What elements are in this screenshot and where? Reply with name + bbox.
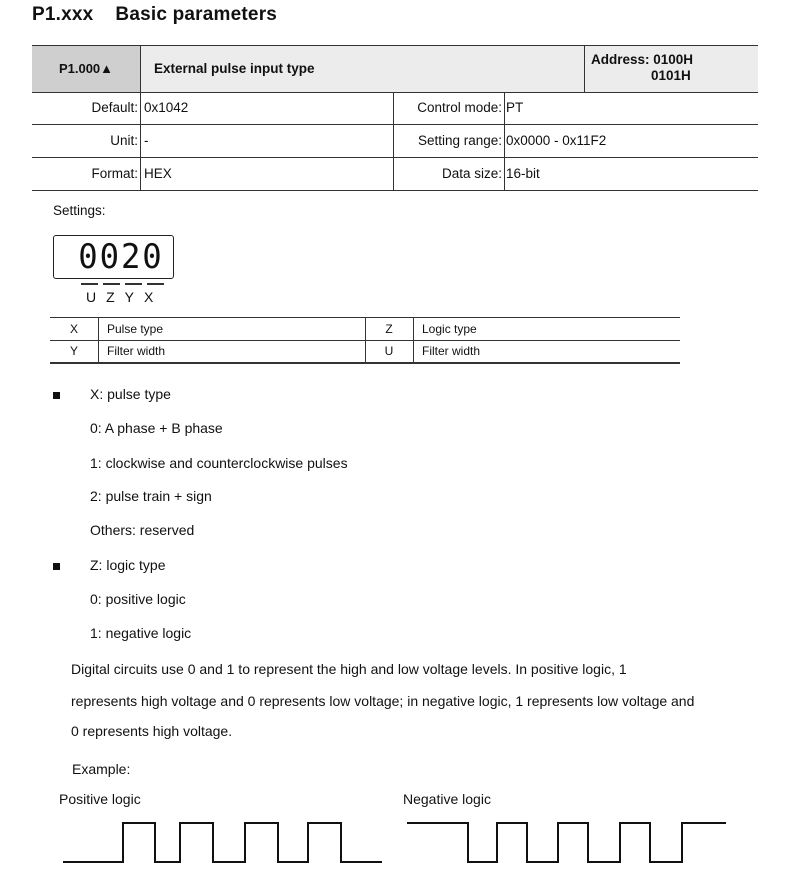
- row-value: HEX: [144, 166, 172, 181]
- table-divider: [98, 317, 99, 362]
- example-label: Example:: [72, 761, 131, 777]
- parameter-group: P1.xxx: [32, 4, 94, 25]
- paragraph-line: 0 represents high voltage.: [71, 723, 233, 739]
- digit-underline: [103, 283, 120, 285]
- digit-meaning: Logic type: [422, 322, 477, 336]
- paragraph-line: Digital circuits use 0 and 1 to represent the high and low voltage levels. In positive logic, 1: [71, 661, 627, 677]
- list-item: Others: reserved: [90, 522, 195, 538]
- digit-underline: [147, 283, 164, 285]
- negative-logic-waveform: [405, 818, 731, 868]
- row-value: 0x1042: [144, 100, 189, 115]
- list-item: 0: positive logic: [90, 591, 186, 607]
- row-label: Setting range:: [417, 133, 502, 148]
- digit-meaning: Filter width: [107, 344, 166, 358]
- section-title: Z: logic type: [90, 557, 166, 573]
- positive-logic-label: Positive logic: [59, 791, 141, 807]
- page-heading: [32, 4, 277, 26]
- row-label: Format:: [91, 166, 138, 181]
- list-item: 0: A phase + B phase: [90, 420, 223, 436]
- table-divider: [140, 92, 141, 191]
- row-label: Control mode:: [417, 100, 502, 115]
- positive-logic-waveform: [60, 818, 386, 868]
- row-value: -: [144, 133, 149, 148]
- negative-logic-label: Negative logic: [403, 791, 491, 807]
- list-item: 2: pulse train + sign: [90, 488, 212, 504]
- digit-key: U: [384, 344, 394, 358]
- row-label: Default:: [91, 100, 138, 115]
- paragraph-line: represents high voltage and 0 represents low voltage; in negative logic, 1 represents low voltage and: [71, 693, 695, 709]
- digit-underline: [125, 283, 142, 285]
- digit-meaning: Pulse type: [107, 322, 164, 336]
- parameter-name: External pulse input type: [154, 61, 315, 76]
- parameter-code: P1.000▲: [32, 46, 141, 92]
- bullet-icon: [53, 563, 60, 570]
- row-label: Unit:: [110, 133, 138, 148]
- table-divider: [413, 317, 414, 362]
- table-divider: [365, 317, 366, 362]
- table-divider: [504, 92, 505, 191]
- row-label: Data size:: [441, 166, 502, 181]
- list-item: 1: negative logic: [90, 625, 192, 641]
- digit-meaning: Filter width: [422, 344, 481, 358]
- page-title: Basic parameters: [115, 4, 278, 25]
- section-title: X: pulse type: [90, 386, 171, 402]
- digit-key: Z: [385, 322, 393, 336]
- digit-key: Y: [69, 344, 78, 358]
- digit-underline: [81, 283, 98, 285]
- display-digits: 0020: [78, 237, 164, 277]
- bullet-icon: [53, 392, 60, 399]
- parameter-address: [584, 46, 759, 92]
- list-item: 1: clockwise and counterclockwise pulses: [90, 455, 348, 471]
- row-value: PT: [506, 100, 524, 115]
- parameter-header-row: [32, 45, 758, 93]
- digit-key: X: [69, 322, 78, 336]
- address-second: 0101H: [651, 68, 691, 83]
- seven-segment-display: [53, 235, 174, 279]
- address-label: Address: 0100H: [591, 52, 694, 67]
- digit-letters: UZYX: [86, 289, 164, 305]
- settings-label: Settings:: [53, 203, 106, 218]
- row-value: 16-bit: [506, 166, 540, 181]
- row-value: 0x0000 - 0x11F2: [506, 133, 607, 148]
- table-divider: [393, 92, 394, 191]
